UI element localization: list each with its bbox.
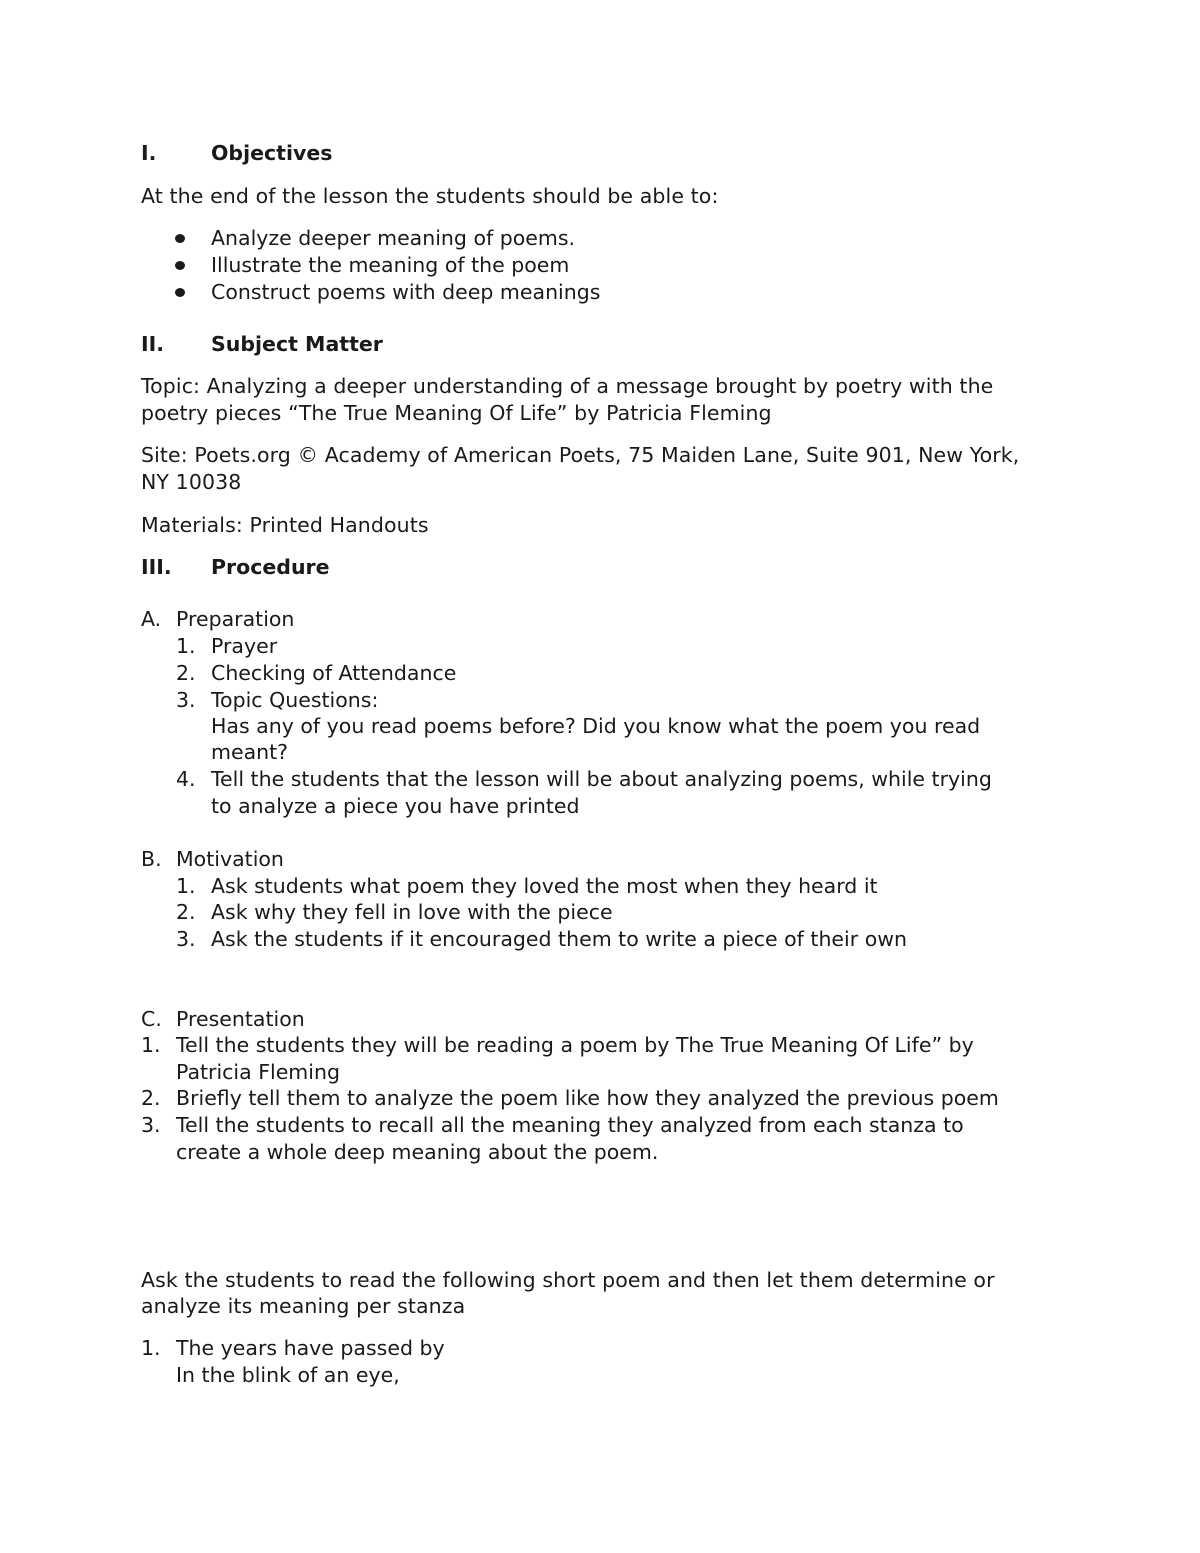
section-title-subject-matter: Subject Matter [211, 332, 383, 356]
topic-line-1: Topic: Analyzing a deeper understanding of a message brought by poetry with the [141, 374, 994, 398]
list-number: 1. [141, 1033, 161, 1057]
list-item: Topic Questions: [211, 688, 379, 712]
list-item: Tell the students they will be reading a poem by The True Meaning Of Life” by [176, 1033, 974, 1057]
list-number: 4. [176, 767, 196, 791]
materials-line: Materials: Printed Handouts [141, 513, 429, 537]
section-title-procedure: Procedure [211, 555, 330, 579]
subsection-title-motivation: Motivation [176, 847, 284, 871]
list-item: Ask students what poem they loved the most when they heard it [211, 874, 878, 898]
list-number: 1. [141, 1336, 161, 1360]
section-numeral-3: III. [141, 555, 172, 579]
objective-item: Illustrate the meaning of the poem [211, 253, 570, 277]
poem-line: In the blink of an eye, [176, 1363, 400, 1387]
subsection-letter-b: B. [141, 847, 162, 871]
list-item: Ask why they fell in love with the piece [211, 900, 613, 924]
list-number: 1. [176, 874, 196, 898]
objective-item: Construct poems with deep meanings [211, 280, 601, 304]
list-number: 1. [176, 634, 196, 658]
site-line-2: NY 10038 [141, 470, 242, 494]
instruction-line-1: Ask the students to read the following short poem and then let them determine or [141, 1268, 995, 1292]
bullet-icon [175, 234, 185, 243]
section-title-objectives: Objectives [211, 141, 333, 165]
list-number: 3. [176, 688, 196, 712]
bullet-icon [175, 288, 185, 297]
list-item-continued: create a whole deep meaning about the poem. [176, 1140, 659, 1164]
objectives-intro: At the end of the lesson the students should be able to: [141, 184, 719, 208]
poem-line: The years have passed by [176, 1336, 445, 1360]
list-item: Prayer [211, 634, 278, 658]
subsection-letter-a: A. [141, 607, 162, 631]
subsection-title-preparation: Preparation [176, 607, 295, 631]
list-number: 3. [176, 927, 196, 951]
list-number: 3. [141, 1113, 161, 1137]
list-item-continued: to analyze a piece you have printed [211, 794, 580, 818]
topic-line-2: poetry pieces “The True Meaning Of Life” by Patricia Fleming [141, 401, 772, 425]
list-number: 2. [176, 900, 196, 924]
list-item: Ask the students if it encouraged them to write a piece of their own [211, 927, 907, 951]
list-item: Checking of Attendance [211, 661, 457, 685]
section-numeral-1: I. [141, 141, 157, 165]
list-item: Tell the students that the lesson will be about analyzing poems, while trying [211, 767, 992, 791]
list-item-continued: Has any of you read poems before? Did you know what the poem you read [211, 714, 981, 738]
site-line-1: Site: Poets.org © Academy of American Poets, 75 Maiden Lane, Suite 901, New York, [141, 443, 1020, 467]
section-numeral-2: II. [141, 332, 165, 356]
list-number: 2. [141, 1086, 161, 1110]
list-item-continued: Patricia Fleming [176, 1060, 340, 1084]
objective-item: Analyze deeper meaning of poems. [211, 226, 576, 250]
instruction-line-2: analyze its meaning per stanza [141, 1294, 466, 1318]
subsection-letter-c: C. [141, 1007, 162, 1031]
subsection-title-presentation: Presentation [176, 1007, 305, 1031]
list-item-continued: meant? [211, 740, 289, 764]
bullet-icon [175, 261, 185, 270]
list-item: Tell the students to recall all the meaning they analyzed from each stanza to [176, 1113, 964, 1137]
list-item: Briefly tell them to analyze the poem like how they analyzed the previous poem [176, 1086, 999, 1110]
list-number: 2. [176, 661, 196, 685]
